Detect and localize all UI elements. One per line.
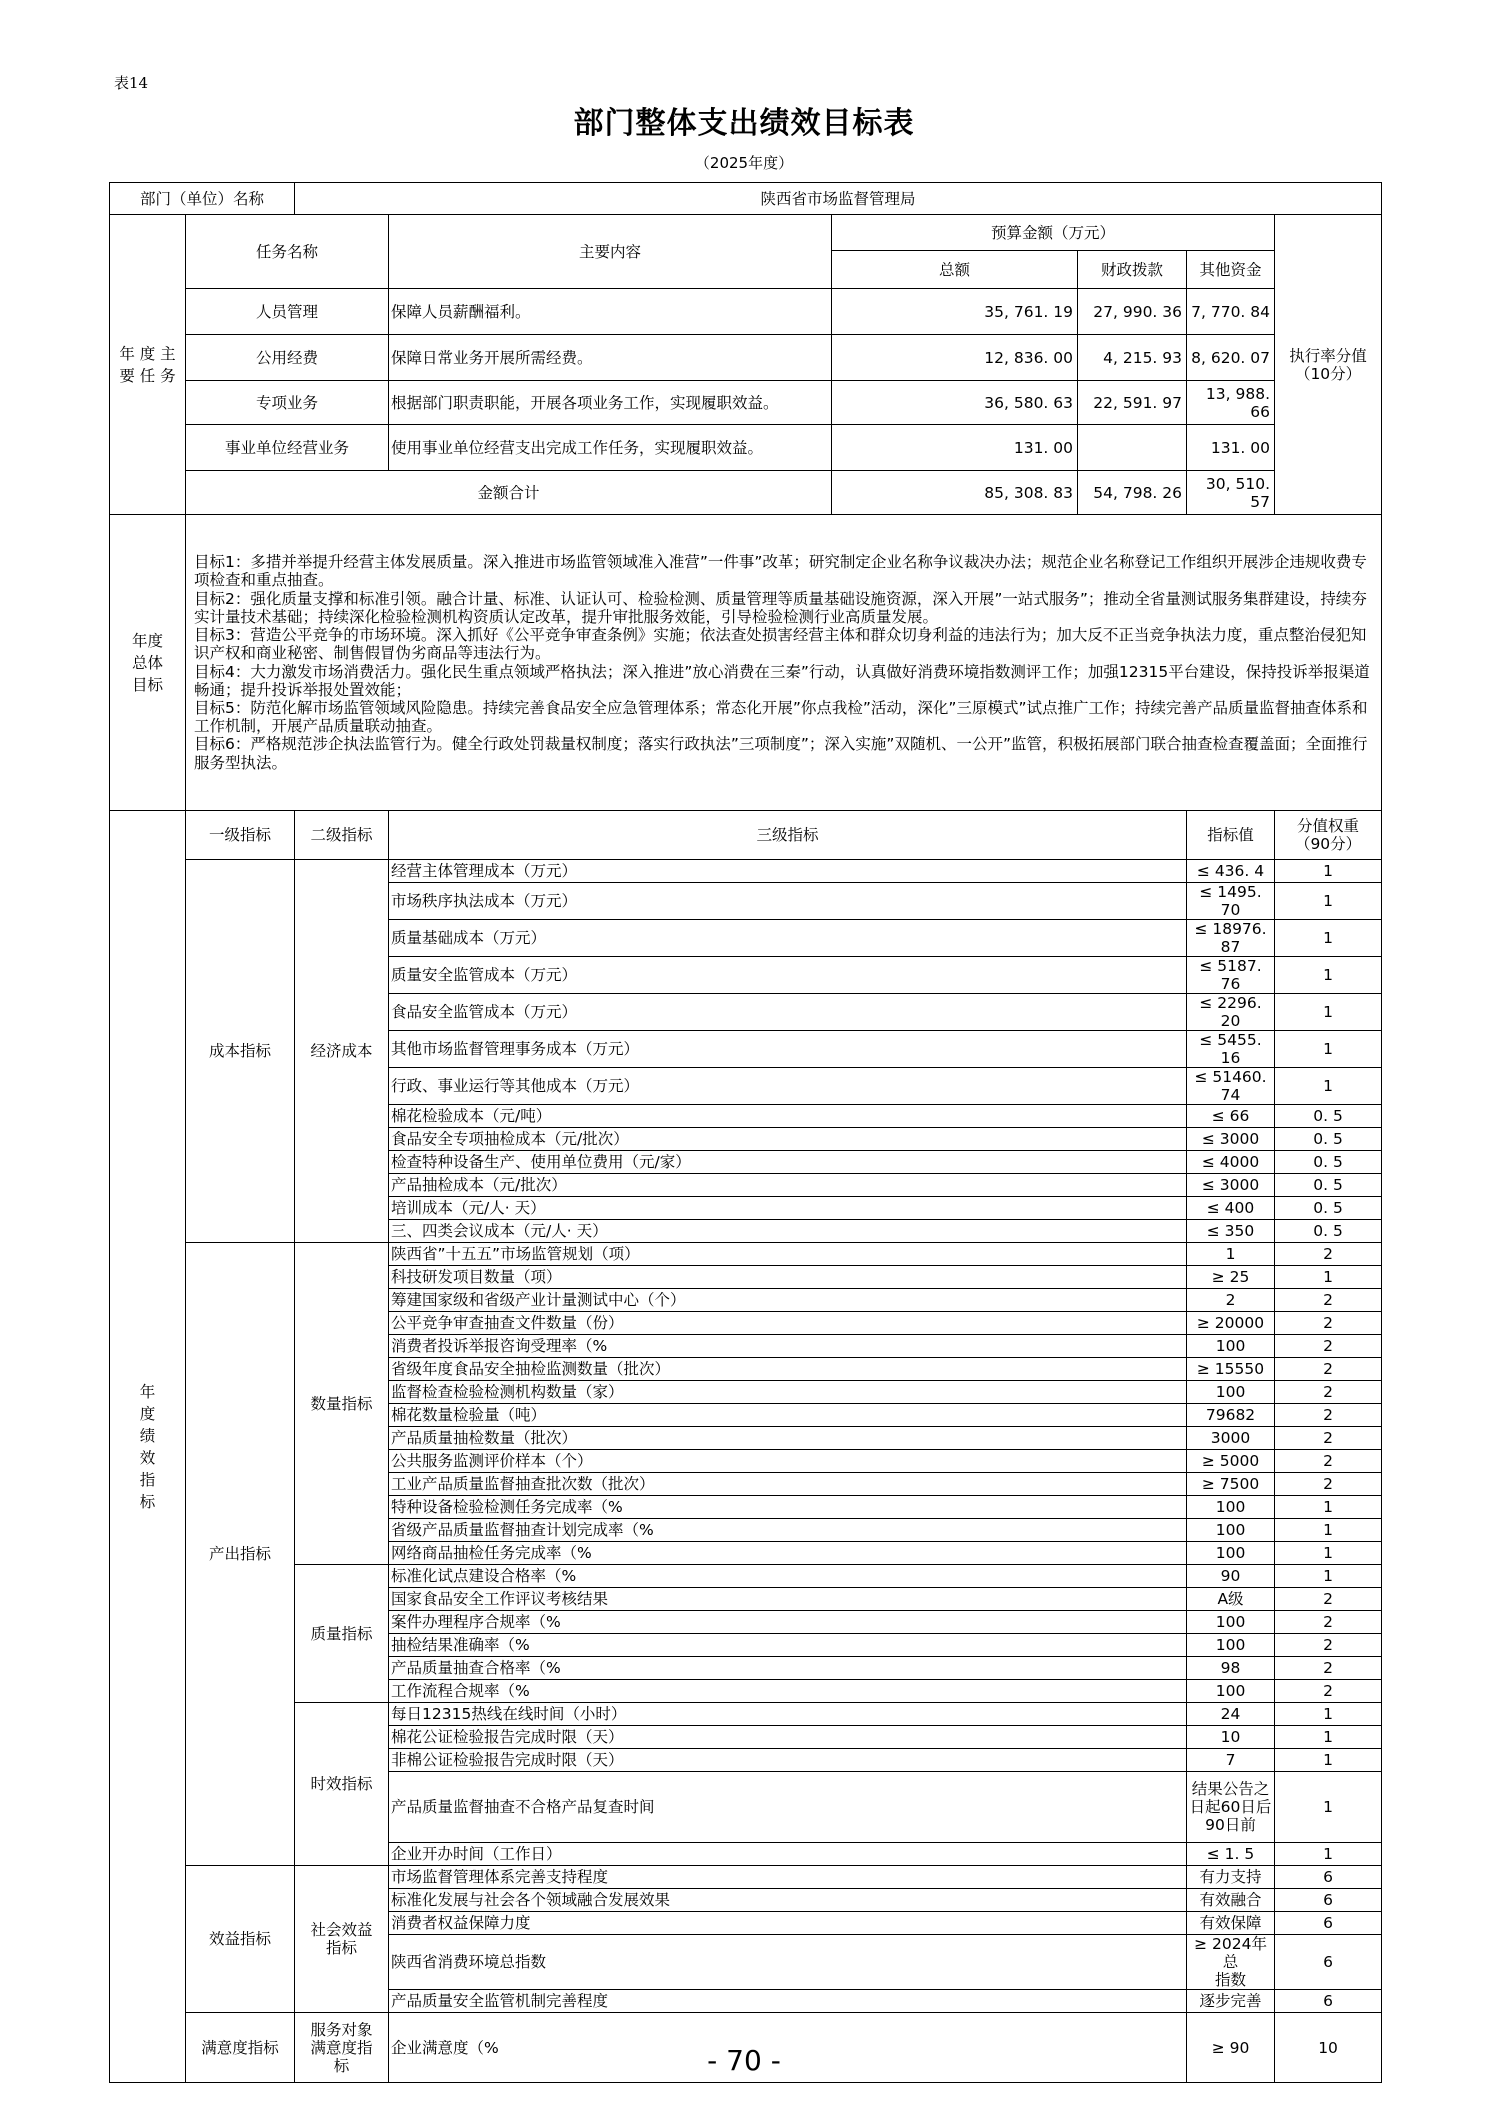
indicator-weight: 1 — [1275, 1772, 1382, 1843]
indicator-name: 企业满意度（% — [389, 2013, 1187, 2083]
page-title: 部门整体支出绩效目标表 — [573, 106, 915, 141]
indicator-value: 10 — [1187, 1726, 1275, 1749]
indicator-name: 市场秩序执法成本（万元） — [389, 883, 1187, 920]
task-name: 公用经费 — [186, 335, 389, 381]
indicator-name: 培训成本（元/人· 天） — [389, 1197, 1187, 1220]
indicator-value: 3000 — [1187, 1427, 1275, 1450]
indicator-weight: 2 — [1275, 1427, 1382, 1450]
indicator-name: 消费者权益保障力度 — [389, 1912, 1187, 1935]
indicator-weight: 2 — [1275, 1634, 1382, 1657]
indicator-weight: 1 — [1275, 1565, 1382, 1588]
indicator-name: 案件办理程序合规率（% — [389, 1611, 1187, 1634]
indicator-value: 逐步完善 — [1187, 1990, 1275, 2013]
indicator-name: 产品质量抽查合格率（% — [389, 1657, 1187, 1680]
indicator-name: 标准化发展与社会各个领域融合发展效果 — [389, 1889, 1187, 1912]
indicator-weight: 1 — [1275, 1749, 1382, 1772]
col-task-content: 主要内容 — [389, 215, 832, 289]
task-other: 8, 620. 07 — [1187, 335, 1275, 381]
indicator-value: ≤ 5455. 16 — [1187, 1031, 1275, 1068]
indicator-name: 食品安全专项抽检成本（元/批次） — [389, 1128, 1187, 1151]
indicator-name: 监督检查检验检测机构数量（家） — [389, 1381, 1187, 1404]
goals-label: 年度 总体 目标 — [110, 515, 186, 811]
indicator-weight: 0. 5 — [1275, 1174, 1382, 1197]
task-fiscal: 27, 990. 36 — [1078, 289, 1187, 335]
indicator-value: ≤ 1. 5 — [1187, 1843, 1275, 1866]
indicator-name: 其他市场监督管理事务成本（万元） — [389, 1031, 1187, 1068]
indicator-weight: 0. 5 — [1275, 1128, 1382, 1151]
indicator-weight: 1 — [1275, 1496, 1382, 1519]
indicator-value: 2 — [1187, 1289, 1275, 1312]
col-other: 其他资金 — [1187, 251, 1275, 289]
indicator-weight: 0. 5 — [1275, 1197, 1382, 1220]
indicator-weight: 2 — [1275, 1335, 1382, 1358]
indicator-weight: 2 — [1275, 1450, 1382, 1473]
indicator-weight: 0. 5 — [1275, 1105, 1382, 1128]
task-content: 使用事业单位经营支出完成工作任务，实现履职效益。 — [389, 425, 832, 471]
indicator-value: 100 — [1187, 1519, 1275, 1542]
indicator-name: 食品安全监管成本（万元） — [389, 994, 1187, 1031]
indicator-name: 每日12315热线在线时间（小时） — [389, 1703, 1187, 1726]
indicator-value: ≤ 5187. 76 — [1187, 957, 1275, 994]
indicator-value: ≤ 436. 4 — [1187, 860, 1275, 883]
sum-other: 30, 510. 57 — [1187, 471, 1275, 515]
indicator-name: 产品质量监督抽查不合格产品复查时间 — [389, 1772, 1187, 1843]
indicator-row — [110, 1565, 1382, 1588]
indicator-value: ≤ 400 — [1187, 1197, 1275, 1220]
tasks-header-row — [110, 215, 1382, 251]
level2-quantity: 数量指标 — [295, 1243, 389, 1565]
indicator-value: ≥ 7500 — [1187, 1473, 1275, 1496]
indicator-value: 79682 — [1187, 1404, 1275, 1427]
indicator-name: 企业开办时间（工作日） — [389, 1843, 1187, 1866]
table-number: 表14 — [114, 74, 149, 92]
task-total: 36, 580. 63 — [832, 381, 1078, 425]
task-total: 131. 00 — [832, 425, 1078, 471]
indicator-weight: 1 — [1275, 920, 1382, 957]
indicator-value: ≤ 51460. 74 — [1187, 1068, 1275, 1105]
indicator-value: ≤ 66 — [1187, 1105, 1275, 1128]
task-row — [110, 381, 1382, 425]
indicator-value: ≤ 3000 — [1187, 1128, 1275, 1151]
indicator-weight: 6 — [1275, 1889, 1382, 1912]
col-total: 总额 — [832, 251, 1078, 289]
task-content: 根据部门职责职能，开展各项业务工作，实现履职效益。 — [389, 381, 832, 425]
indicator-weight: 1 — [1275, 1266, 1382, 1289]
table-body — [110, 183, 1382, 2083]
indicator-name: 筹建国家级和省级产业计量测试中心（个） — [389, 1289, 1187, 1312]
level1-benefit: 效益指标 — [186, 1866, 295, 2013]
indicator-name: 产品抽检成本（元/批次） — [389, 1174, 1187, 1197]
dept-label: 部门（单位）名称 — [110, 183, 295, 215]
sum-label: 金额合计 — [186, 471, 832, 515]
indicator-value: 结果公告之 日起60日后 90日前 — [1187, 1772, 1275, 1843]
indicator-name: 三、四类会议成本（元/人· 天） — [389, 1220, 1187, 1243]
indicator-name: 检查特种设备生产、使用单位费用（元/家） — [389, 1151, 1187, 1174]
tasks-side-label: 年 度 主 要 任 务 — [110, 215, 186, 515]
indicator-value: ≤ 2296. 20 — [1187, 994, 1275, 1031]
dept-row — [110, 183, 1382, 215]
indicator-weight: 1 — [1275, 1542, 1382, 1565]
indicator-weight: 2 — [1275, 1289, 1382, 1312]
indicator-weight: 1 — [1275, 957, 1382, 994]
sum-total: 85, 308. 83 — [832, 471, 1078, 515]
indicator-weight: 2 — [1275, 1312, 1382, 1335]
indicator-name: 陕西省消费环境总指数 — [389, 1935, 1187, 1990]
indicator-value: 100 — [1187, 1496, 1275, 1519]
indicator-weight: 2 — [1275, 1588, 1382, 1611]
indicator-name: 棉花公证检验报告完成时限（天） — [389, 1726, 1187, 1749]
indicator-weight: 6 — [1275, 1990, 1382, 2013]
indicator-name: 网络商品抽检任务完成率（% — [389, 1542, 1187, 1565]
task-other: 131. 00 — [1187, 425, 1275, 471]
indicator-weight: 2 — [1275, 1611, 1382, 1634]
indicator-name: 经营主体管理成本（万元） — [389, 860, 1187, 883]
indicator-weight: 6 — [1275, 1935, 1382, 1990]
indicator-value: ≥ 2024年总 指数 — [1187, 1935, 1275, 1990]
indicator-value: ≤ 1495. 70 — [1187, 883, 1275, 920]
indicator-value: 24 — [1187, 1703, 1275, 1726]
level2-timeliness: 时效指标 — [295, 1703, 389, 1866]
indicator-weight: 1 — [1275, 1843, 1382, 1866]
indicator-value: 有效保障 — [1187, 1912, 1275, 1935]
task-other: 7, 770. 84 — [1187, 289, 1275, 335]
col-weight: 分值权重 （90分） — [1275, 811, 1382, 860]
col-level1: 一级指标 — [186, 811, 295, 860]
indicator-name: 标准化试点建设合格率（% — [389, 1565, 1187, 1588]
indicator-name: 质量基础成本（万元） — [389, 920, 1187, 957]
indicator-row — [110, 860, 1382, 883]
indicator-name: 市场监督管理体系完善支持程度 — [389, 1866, 1187, 1889]
indicator-value: ≥ 15550 — [1187, 1358, 1275, 1381]
indicator-weight: 2 — [1275, 1243, 1382, 1266]
indicators-side-label: 年 度 绩 效 指 标 — [110, 811, 186, 2083]
task-name: 人员管理 — [186, 289, 389, 335]
indicator-value: ≥ 25 — [1187, 1266, 1275, 1289]
col-level3: 三级指标 — [389, 811, 1187, 860]
indicator-value: 90 — [1187, 1565, 1275, 1588]
indicator-name: 公平竞争审查抽查文件数量（份） — [389, 1312, 1187, 1335]
indicator-weight: 0. 5 — [1275, 1151, 1382, 1174]
task-row — [110, 335, 1382, 381]
indicator-weight: 6 — [1275, 1866, 1382, 1889]
col-budget: 预算金额（万元） — [832, 215, 1275, 251]
indicator-name: 省级产品质量监督抽查计划完成率（% — [389, 1519, 1187, 1542]
indicator-value: 100 — [1187, 1634, 1275, 1657]
indicator-weight: 10 — [1275, 2013, 1382, 2083]
indicator-value: 100 — [1187, 1680, 1275, 1703]
indicator-weight: 1 — [1275, 1726, 1382, 1749]
task-name: 专项业务 — [186, 381, 389, 425]
indicator-name: 产品质量安全监管机制完善程度 — [389, 1990, 1187, 2013]
page-number: - 70 - — [707, 2044, 781, 2077]
level2-social: 社会效益 指标 — [295, 1866, 389, 2013]
indicator-value: 1 — [1187, 1243, 1275, 1266]
tasks-sum-row — [110, 471, 1382, 515]
indicator-value: 98 — [1187, 1657, 1275, 1680]
indicator-name: 国家食品安全工作评议考核结果 — [389, 1588, 1187, 1611]
task-row — [110, 425, 1382, 471]
level2-service: 服务对象 满意度指 标 — [295, 2013, 389, 2083]
indicator-weight: 1 — [1275, 1703, 1382, 1726]
indicator-name: 行政、事业运行等其他成本（万元） — [389, 1068, 1187, 1105]
sum-fiscal: 54, 798. 26 — [1078, 471, 1187, 515]
task-fiscal — [1078, 425, 1187, 471]
level2-econ: 经济成本 — [295, 860, 389, 1243]
indicator-row — [110, 1243, 1382, 1266]
indicator-name: 陕西省”十五五”市场监管规划（项） — [389, 1243, 1187, 1266]
indicator-row — [110, 1703, 1382, 1726]
indicators-header-row — [110, 811, 1382, 860]
task-content: 保障人员薪酬福利。 — [389, 289, 832, 335]
indicator-row — [110, 1866, 1382, 1889]
indicator-name: 抽检结果准确率（% — [389, 1634, 1187, 1657]
col-value: 指标值 — [1187, 811, 1275, 860]
level1-satisfaction: 满意度指标 — [186, 2013, 295, 2083]
indicator-value: 7 — [1187, 1749, 1275, 1772]
indicator-value: ≥ 20000 — [1187, 1312, 1275, 1335]
indicator-name: 棉花数量检验量（吨） — [389, 1404, 1187, 1427]
indicator-name: 棉花检验成本（元/吨） — [389, 1105, 1187, 1128]
indicator-name: 特种设备检验检测任务完成率（% — [389, 1496, 1187, 1519]
indicator-weight: 1 — [1275, 1068, 1382, 1105]
indicator-weight: 2 — [1275, 1473, 1382, 1496]
indicator-weight: 1 — [1275, 883, 1382, 920]
indicator-value: A级 — [1187, 1588, 1275, 1611]
indicator-weight: 1 — [1275, 1519, 1382, 1542]
task-total: 12, 836. 00 — [832, 335, 1078, 381]
indicator-weight: 2 — [1275, 1680, 1382, 1703]
task-other: 13, 988. 66 — [1187, 381, 1275, 425]
task-content: 保障日常业务开展所需经费。 — [389, 335, 832, 381]
dept-name: 陕西省市场监督管理局 — [295, 183, 1382, 215]
indicator-value: ≤ 18976. 87 — [1187, 920, 1275, 957]
task-fiscal: 22, 591. 97 — [1078, 381, 1187, 425]
indicator-name: 工业产品质量监督抽查批次数（批次） — [389, 1473, 1187, 1496]
indicator-weight: 2 — [1275, 1358, 1382, 1381]
indicator-value: ≤ 350 — [1187, 1220, 1275, 1243]
indicator-name: 公共服务监测评价样本（个） — [389, 1450, 1187, 1473]
indicator-weight: 6 — [1275, 1912, 1382, 1935]
indicator-weight: 0. 5 — [1275, 1220, 1382, 1243]
indicator-value: ≤ 4000 — [1187, 1151, 1275, 1174]
indicator-weight: 1 — [1275, 1031, 1382, 1068]
indicator-weight: 1 — [1275, 860, 1382, 883]
indicator-value: ≥ 90 — [1187, 2013, 1275, 2083]
task-row — [110, 289, 1382, 335]
indicator-value: ≤ 3000 — [1187, 1174, 1275, 1197]
year-subtitle: （2025年度） — [694, 154, 794, 172]
indicator-name: 质量安全监管成本（万元） — [389, 957, 1187, 994]
level1-output: 产出指标 — [186, 1243, 295, 1866]
indicator-value: 100 — [1187, 1335, 1275, 1358]
indicator-value: 100 — [1187, 1611, 1275, 1634]
level2-quality: 质量指标 — [295, 1565, 389, 1703]
indicator-name: 工作流程合规率（% — [389, 1680, 1187, 1703]
indicator-name: 非棉公证检验报告完成时限（天） — [389, 1749, 1187, 1772]
col-level2: 二级指标 — [295, 811, 389, 860]
indicator-name: 消费者投诉举报咨询受理率（% — [389, 1335, 1187, 1358]
indicator-value: 有效融合 — [1187, 1889, 1275, 1912]
indicator-weight: 2 — [1275, 1381, 1382, 1404]
col-task-name: 任务名称 — [186, 215, 389, 289]
task-name: 事业单位经营业务 — [186, 425, 389, 471]
indicator-value: 100 — [1187, 1542, 1275, 1565]
task-total: 35, 761. 19 — [832, 289, 1078, 335]
indicator-name: 科技研发项目数量（项） — [389, 1266, 1187, 1289]
indicator-value: 有力支持 — [1187, 1866, 1275, 1889]
indicator-weight: 2 — [1275, 1657, 1382, 1680]
indicator-value: 100 — [1187, 1381, 1275, 1404]
performance-table — [109, 182, 1382, 2083]
indicator-name: 产品质量抽检数量（批次） — [389, 1427, 1187, 1450]
indicator-weight: 2 — [1275, 1404, 1382, 1427]
task-fiscal: 4, 215. 93 — [1078, 335, 1187, 381]
indicator-weight: 1 — [1275, 994, 1382, 1031]
goals-row — [110, 515, 1382, 811]
goals-text: 目标1：多措并举提升经营主体发展质量。深入推进市场监管领域准入准营”一件事”改革；研究制定企业名称争议裁决办法；规范企业名称登记工作组织开展涉企违规收费专项检查和重点抽查。 目标2：强化质量支撑和标准引领。融合计量、标准、认证认可、检验检测、质量管理等质量基础设施资源，深入开展”一站式服务”；推动全省量测试服务集群建设，持续夯实计量技术基础；持续深化检验检测机构资质认定改革，提升审批服务效能，引导检验检测行业高质量发展。 目标3：营造公平竞争的市场环境。深入抓好《公平竞争审查条例》实施；依法查处损害经营主体和群众切身利益的违法行为；加大反不正当竞争执法力度，重点整治侵犯知识产权和商业秘密、制售假冒伪劣商品等违法行为。 目标4：大力激发市场消费活力。强化民生重点领域严格执法；深入推进”放心消费在三秦”行动，认真做好消费环境指数测评工作；加强12315平台建设，保持投诉举报渠道畅通；提升投诉举报处置效能； 目标5：防范化解市场监管领域风险隐患。持续完善食品安全应急管理体系；常态化开展”你点我检”活动，深化”三原模式”试点推广工作；持续完善产品质量监督抽查体系和工作机制，开展产品质量联动抽查。 目标6：严格规范涉企执法监管行为。健全行政处罚裁量权制度；落实行政执法”三项制度”；深入实施”双随机、一公开”监管，积极拓展部门联合抽查检查覆盖面；全面推行服务型执法。 — [186, 515, 1382, 811]
indicator-value: ≥ 5000 — [1187, 1450, 1275, 1473]
rate-score-label: 执行率分值 （10分） — [1275, 215, 1382, 515]
indicator-name: 省级年度食品安全抽检监测数量（批次） — [389, 1358, 1187, 1381]
level1-cost: 成本指标 — [186, 860, 295, 1243]
col-fiscal: 财政拨款 — [1078, 251, 1187, 289]
